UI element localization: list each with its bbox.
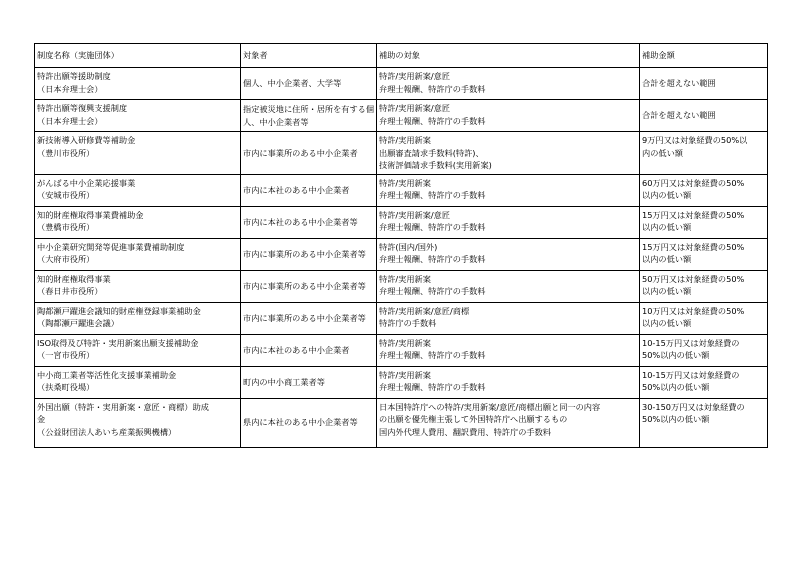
header-program-name: 制度名称（実施団体） xyxy=(35,44,241,68)
table-row xyxy=(35,366,768,398)
program-name-cell-line: 金 xyxy=(37,414,46,424)
program-name-cell xyxy=(35,238,241,270)
program-name-cell-line: （大府市役所） xyxy=(37,254,95,264)
amount-cell xyxy=(640,100,768,132)
amount-cell xyxy=(640,132,768,175)
eligible-text: 市内に事業所のある中小企業者等 xyxy=(243,280,366,291)
program-name-cell-line: （安城市役所） xyxy=(37,190,95,200)
header-amount: 補助金額 xyxy=(640,44,768,68)
amount-cell-line: 以内の低い額 xyxy=(642,286,692,296)
amount-cell-line: 50%以内の低い額 xyxy=(642,414,710,424)
amount-cell xyxy=(640,68,768,100)
program-name-cell-line: （豊橋市役所） xyxy=(37,222,95,232)
amount-cell-line: 合計を超えない範囲 xyxy=(642,110,716,121)
subject-cell xyxy=(377,270,640,302)
program-name-cell-line: 外国出願（特許・実用新案・意匠・商標）助成 xyxy=(37,401,209,412)
amount-cell xyxy=(640,270,768,302)
table-row xyxy=(35,206,768,238)
subject-cell-line: 特許/実用新案/意匠 xyxy=(379,71,451,81)
subject-cell-line: 特許/実用新案/意匠/商標 xyxy=(379,305,470,316)
amount-cell-line: 50%以内の低い額 xyxy=(642,350,710,360)
program-name-cell-line: 特許出願等復興支援制度 xyxy=(37,103,128,113)
subject-cell-line: 弁理士報酬、特許庁の手数料 xyxy=(379,83,486,94)
program-name-cell xyxy=(35,174,241,206)
amount-cell xyxy=(640,174,768,206)
subject-cell-line: 特許/実用新案/意匠 xyxy=(379,103,451,113)
subject-cell xyxy=(377,302,640,334)
table-row xyxy=(35,100,768,132)
program-name-cell-line: （春日井市役所） xyxy=(37,286,103,296)
subject-cell-line: 特許/実用新案 xyxy=(379,273,431,284)
program-name-cell-line: （日本弁理士会） xyxy=(37,83,103,94)
eligible-cell xyxy=(241,206,377,238)
amount-cell-line: 10万円又は対象経費の50% xyxy=(642,305,745,316)
eligible-text: 指定被災地に住所・居所を有する個人、中小企業者等 xyxy=(243,104,375,127)
subject-cell xyxy=(377,238,640,270)
program-name-cell-line: （豊川市役所） xyxy=(37,147,95,158)
amount-cell xyxy=(640,366,768,398)
subject-cell-line: 出願審査請求手数料(特許)、 xyxy=(379,147,484,158)
program-name-cell xyxy=(35,302,241,334)
eligible-text: 県内に本社のある中小企業者等 xyxy=(243,417,358,428)
amount-cell-line: 10-15万円又は対象経費の xyxy=(642,337,740,348)
eligible-text: 個人、中小企業者、大学等 xyxy=(243,78,342,89)
subsidy-table xyxy=(34,43,768,448)
table-row xyxy=(35,398,768,447)
eligible-cell xyxy=(241,270,377,302)
subject-cell xyxy=(377,100,640,132)
amount-cell-line: 以内の低い額 xyxy=(642,254,692,264)
program-name-cell-line: 知的財産権取得事業 xyxy=(37,273,111,284)
program-name-cell xyxy=(35,366,241,398)
eligible-text: 市内に本社のある中小企業者 xyxy=(243,344,350,355)
amount-cell-line: 9万円又は対象経費の50%以 xyxy=(642,135,748,145)
program-name-cell-line: 特許出願等援助制度 xyxy=(37,71,111,81)
program-name-cell xyxy=(35,270,241,302)
program-name-cell-line: （日本弁理士会） xyxy=(37,115,103,126)
subject-cell-line: 弁理士報酬、特許庁の手数料 xyxy=(379,286,486,296)
eligible-text: 市内に事業所のある中小企業者等 xyxy=(243,248,366,259)
eligible-cell xyxy=(241,100,377,132)
amount-cell xyxy=(640,302,768,334)
amount-cell-line: 15万円又は対象経費の50% xyxy=(642,241,745,252)
amount-cell-line: 30-150万円又は対象経費の xyxy=(642,401,745,412)
amount-cell-line: 以内の低い額 xyxy=(642,222,692,232)
subject-cell-line: 特許(国内/国外) xyxy=(379,241,438,252)
program-name-cell-line: がんばる中小企業応援事業 xyxy=(37,177,136,188)
program-name-cell-line: 陶都瀬戸躍進会議知的財産権登録事業補助金 xyxy=(37,305,201,316)
program-name-cell-line: 中小商工業者等活性化支援事業補助金 xyxy=(37,369,177,380)
subject-cell-line: 特許庁の手数料 xyxy=(379,318,437,328)
program-name-cell-line: （陶都瀬戸躍進会議） xyxy=(37,318,119,328)
table-row xyxy=(35,174,768,206)
subject-cell-line: 弁理士報酬、特許庁の手数料 xyxy=(379,382,486,392)
amount-cell-line: 内の低い額 xyxy=(642,147,683,158)
eligible-text: 市内に事業所のある中小企業者 xyxy=(243,147,358,158)
amount-cell-line: 以内の低い額 xyxy=(642,190,692,200)
subject-cell xyxy=(377,334,640,366)
table-row xyxy=(35,132,768,175)
eligible-cell xyxy=(241,174,377,206)
subject-cell-line: 技術評価請求手数料(実用新案) xyxy=(379,160,492,170)
program-name-cell xyxy=(35,398,241,447)
program-name-cell-line: （扶桑町役場） xyxy=(37,382,95,392)
program-name-cell-line: 中小企業研究開発等促進事業費補助制度 xyxy=(37,241,185,252)
eligible-cell xyxy=(241,68,377,100)
program-name-cell-line: 新技術導入研修費等補助金 xyxy=(37,135,136,145)
amount-cell xyxy=(640,206,768,238)
subject-cell xyxy=(377,366,640,398)
table-body xyxy=(35,68,768,448)
eligible-cell xyxy=(241,302,377,334)
program-name-cell-line: （公益財団法人あいち産業振興機構） xyxy=(37,426,177,437)
subject-cell-line: 特許/実用新案 xyxy=(379,177,431,188)
program-name-cell xyxy=(35,68,241,100)
program-name-cell-line: （一宮市役所） xyxy=(37,350,95,360)
subject-cell-line: 特許/実用新案 xyxy=(379,337,431,348)
subject-cell xyxy=(377,68,640,100)
subject-cell-line: 特許/実用新案 xyxy=(379,369,431,380)
amount-cell-line: 60万円又は対象経費の50% xyxy=(642,177,745,188)
eligible-cell xyxy=(241,334,377,366)
amount-cell-line: 15万円又は対象経費の50% xyxy=(642,209,745,220)
eligible-text: 町内の中小商工業者等 xyxy=(243,376,325,387)
subject-cell-line: 弁理士報酬、特許庁の手数料 xyxy=(379,254,486,264)
amount-cell-line: 以内の低い額 xyxy=(642,318,692,328)
subject-cell-line: の出願を優先権主張して外国特許庁へ出願するもの xyxy=(379,414,568,424)
amount-cell-line: 10-15万円又は対象経費の xyxy=(642,369,740,380)
eligible-cell xyxy=(241,238,377,270)
subject-cell-line: 特許/実用新案/意匠 xyxy=(379,209,451,220)
amount-cell xyxy=(640,334,768,366)
eligible-cell xyxy=(241,366,377,398)
program-name-cell xyxy=(35,334,241,366)
eligible-text: 市内に本社のある中小企業者等 xyxy=(243,216,358,227)
amount-cell-line: 50万円又は対象経費の50% xyxy=(642,273,745,284)
program-name-cell-line: 知的財産権取得事業費補助金 xyxy=(37,209,144,220)
program-name-cell-line: ISO取得及び特許・実用新案出願支援補助金 xyxy=(37,337,199,348)
program-name-cell xyxy=(35,132,241,175)
subject-cell xyxy=(377,132,640,175)
table-header-row xyxy=(35,44,768,68)
subject-cell-line: 弁理士報酬、特許庁の手数料 xyxy=(379,350,486,360)
subject-cell xyxy=(377,398,640,447)
subject-cell-line: 特許/実用新案 xyxy=(379,135,431,145)
table-row xyxy=(35,334,768,366)
header-subject: 補助の対象 xyxy=(377,44,640,68)
header-eligible: 対象者 xyxy=(241,44,377,68)
subject-cell-line: 弁理士報酬、特許庁の手数料 xyxy=(379,190,486,200)
eligible-text: 市内に事業所のある中小企業者等 xyxy=(243,312,366,323)
table-row xyxy=(35,68,768,100)
subject-cell-line: 国内外代理人費用、翻訳費用、特許庁の手数料 xyxy=(379,426,551,437)
subject-cell xyxy=(377,206,640,238)
subject-cell-line: 日本国特許庁への特許/実用新案/意匠/商標出願と同一の内容 xyxy=(379,401,601,412)
subject-cell-line: 弁理士報酬、特許庁の手数料 xyxy=(379,222,486,232)
amount-cell xyxy=(640,398,768,447)
amount-cell xyxy=(640,238,768,270)
subject-cell-line: 弁理士報酬、特許庁の手数料 xyxy=(379,115,486,126)
eligible-text: 市内に本社のある中小企業者 xyxy=(243,184,350,195)
table-row xyxy=(35,270,768,302)
table-row xyxy=(35,302,768,334)
amount-cell-line: 合計を超えない範囲 xyxy=(642,78,716,89)
amount-cell-line: 50%以内の低い額 xyxy=(642,382,710,392)
subject-cell xyxy=(377,174,640,206)
eligible-cell xyxy=(241,398,377,447)
eligible-cell xyxy=(241,132,377,175)
program-name-cell xyxy=(35,100,241,132)
program-name-cell xyxy=(35,206,241,238)
table-row xyxy=(35,238,768,270)
